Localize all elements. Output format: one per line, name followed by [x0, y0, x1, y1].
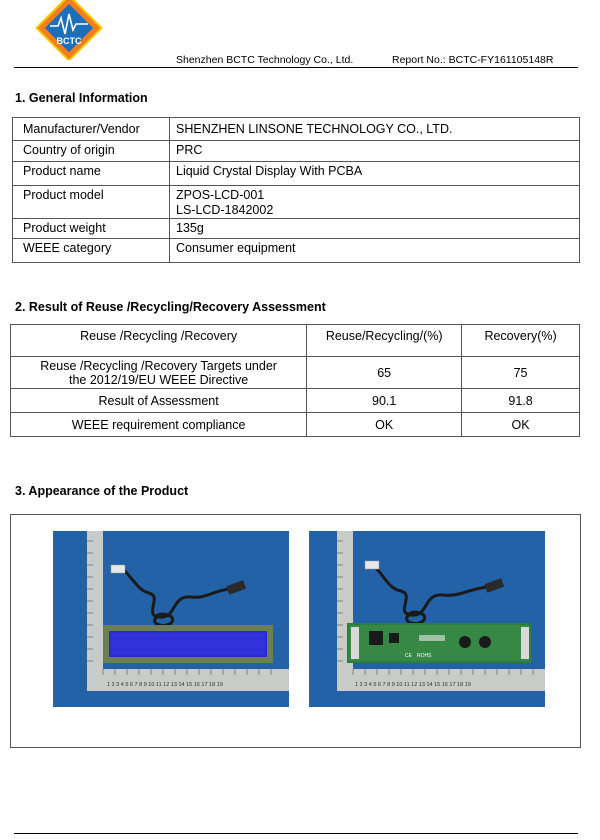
- targets-reuse-value: 65: [307, 357, 462, 389]
- result-recovery-value: 91.8: [462, 389, 580, 413]
- table-header-row: [11, 325, 580, 357]
- label-country-of-origin: Country of origin: [13, 141, 170, 162]
- table-row: [13, 219, 580, 239]
- value-weee-category: Consumer equipment: [170, 239, 580, 263]
- product-photo-front: [53, 531, 289, 707]
- table-row: [13, 186, 580, 219]
- row-compliance-label: WEEE requirement compliance: [11, 413, 307, 437]
- value-product-model: [170, 186, 580, 219]
- header-divider: [14, 67, 578, 68]
- table-row: [11, 389, 580, 413]
- result-reuse-value: 90.1: [307, 389, 462, 413]
- label-product-weight: Product weight: [13, 219, 170, 239]
- table-row: [11, 413, 580, 437]
- label-weee-category: WEEE category: [13, 239, 170, 263]
- footer-divider: [14, 833, 578, 834]
- header-reuse-recycling-recovery: Reuse /Recycling /Recovery: [11, 325, 307, 357]
- ce-mark: CE: [405, 653, 412, 659]
- header-company: Shenzhen BCTC Technology Co., Ltd.: [176, 54, 354, 66]
- product-model-secondary: LS-LCD-1842002: [176, 203, 274, 217]
- product-photos-frame: [10, 514, 581, 748]
- targets-recovery-value: 75: [462, 357, 580, 389]
- compliance-reuse-value: OK: [307, 413, 462, 437]
- targets-label-line1: Reuse /Recycling /Recovery Targets under: [40, 358, 277, 373]
- bctc-logo: [14, 0, 124, 60]
- general-information-table: [12, 117, 580, 263]
- table-row: [13, 141, 580, 162]
- header-recovery-percent: Recovery(%): [462, 325, 580, 357]
- row-targets-label: [11, 357, 307, 389]
- label-product-model: Product model: [13, 186, 170, 219]
- row-result-label: Result of Assessment: [11, 389, 307, 413]
- section-appearance-title: 3. Appearance of the Product: [15, 484, 189, 498]
- table-row: [13, 162, 580, 186]
- targets-label-line2: the 2012/19/EU WEEE Directive: [69, 372, 249, 387]
- header-reuse-recycling-percent: Reuse/Recycling/(%): [307, 325, 462, 357]
- value-product-name: Liquid Crystal Display With PCBA: [170, 162, 580, 186]
- table-row: [13, 239, 580, 263]
- section-general-information-title: 1. General Information: [15, 91, 148, 105]
- table-row: [13, 118, 580, 141]
- ruler-numbers: 1 2 3 4 5 6 7 8 9 10 11 12 13 14 15 16 17 18 19: [107, 682, 223, 688]
- value-country-of-origin: PRC: [170, 141, 580, 162]
- rohs-mark: ROHS: [417, 653, 432, 659]
- section-assessment-title: 2. Result of Reuse /Recycling/Recovery Assessment: [15, 300, 326, 314]
- value-manufacturer: SHENZHEN LINSONE TECHNOLOGY CO., LTD.: [170, 118, 580, 141]
- product-model-primary: ZPOS-LCD-001: [176, 188, 265, 202]
- product-photo-back: [309, 531, 545, 707]
- header-report-number: Report No.: BCTC-FY161105148R: [392, 54, 554, 66]
- label-manufacturer: Manufacturer/Vendor: [13, 118, 170, 141]
- compliance-recovery-value: OK: [462, 413, 580, 437]
- value-product-weight: 135g: [170, 219, 580, 239]
- table-row: [11, 357, 580, 389]
- logo-text: BCTC: [56, 36, 82, 46]
- label-product-name: Product name: [13, 162, 170, 186]
- assessment-table: [10, 324, 580, 437]
- ruler-numbers: 1 2 3 4 5 6 7 8 9 10 11 12 13 14 15 16 17 18 19: [355, 682, 471, 688]
